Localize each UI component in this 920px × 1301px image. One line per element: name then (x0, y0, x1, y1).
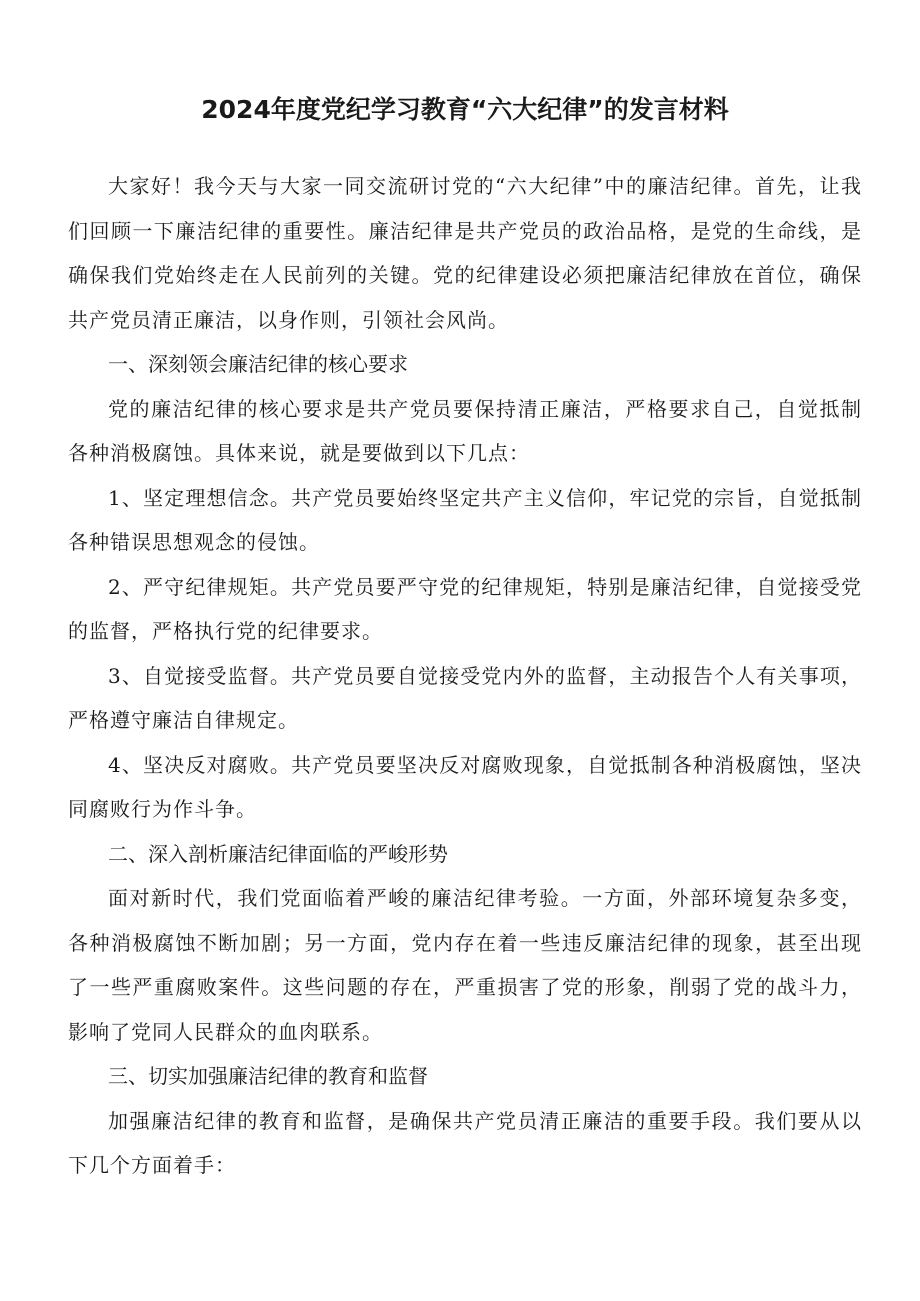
paragraph: 2、严守纪律规矩。共产党员要严守党的纪律规矩，特别是廉洁纪律，自觉接受党的监督，严格执行党的纪律要求。 (68, 574, 862, 643)
paragraph: 3、自觉接受监督。共产党员要自觉接受党内外的监督，主动报告个人有关事项，严格遵守廉洁自律规定。 (68, 663, 862, 732)
paragraph: 加强廉洁纪律的教育和监督，是确保共产党员清正廉洁的重要手段。我们要从以下几个方面着手： (68, 1108, 862, 1177)
document-title: 2024年度党纪学习教育“六大纪律”的发言材料 (201, 95, 729, 124)
paragraph: 党的廉洁纪律的核心要求是共产党员要保持清正廉洁，严格要求自己，自觉抵制各种消极腐蚀。具体来说，就是要做到以下几点： (68, 396, 862, 465)
section-heading: 三、切实加强廉洁纪律的教育和监督 (108, 1064, 428, 1088)
paragraph: 1、坚定理想信念。共产党员要始终坚定共产主义信仰，牢记党的宗旨，自觉抵制各种错误思想观念的侵蚀。 (68, 485, 862, 554)
paragraph: 面对新时代，我们党面临着严峻的廉洁纪律考验。一方面，外部环境复杂多变，各种消极腐蚀不断加剧；另一方面，党内存在着一些违反廉洁纪律的现象，甚至出现了一些严重腐败案件。这些问题的存在，严重损害了党的形象，削弱了党的战斗力，影响了党同人民群众的血肉联系。 (68, 886, 862, 1044)
section-heading: 一、深刻领会廉洁纪律的核心要求 (108, 352, 408, 376)
paragraph: 4、坚决反对腐败。共产党员要坚决反对腐败现象，自觉抵制各种消极腐蚀，坚决同腐败行为作斗争。 (68, 752, 862, 821)
document-body (68, 164, 862, 1188)
paragraph: 大家好！我今天与大家一同交流研讨党的“六大纪律”中的廉洁纪律。首先，让我们回顾一下廉洁纪律的重要性。廉洁纪律是共产党员的政治品格，是党的生命线，是确保我们党始终走在人民前列的关键。党的纪律建设必须把廉洁纪律放在首位，确保共产党员清正廉洁，以身作则，引领社会风尚。 (68, 174, 862, 332)
section-heading: 二、深入剖析廉洁纪律面临的严峻形势 (108, 841, 448, 866)
